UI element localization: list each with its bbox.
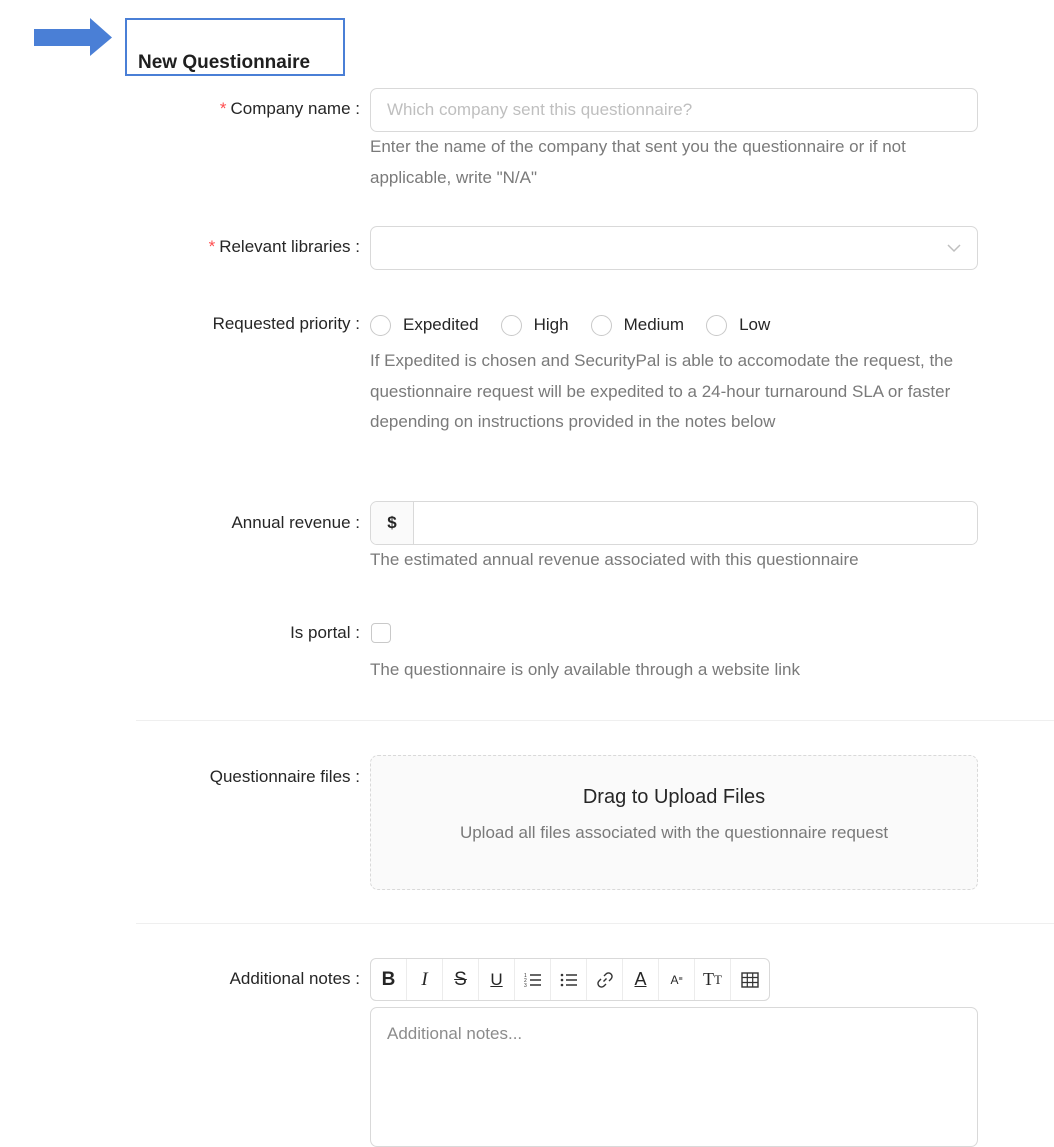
relevant-libraries-label-text: Relevant libraries [219,237,351,256]
questionnaire-files-label-text: Questionnaire files [209,767,351,786]
superscript-icon[interactable]: A ≡ [659,959,695,1000]
text-size-icon[interactable]: T T [695,959,731,1000]
font-color-icon[interactable]: A [623,959,659,1000]
priority-option-medium[interactable] [591,315,684,336]
relevant-libraries-label: * Relevant libraries : [208,237,360,256]
questionnaire-files-label: Questionnaire files : [209,767,360,786]
priority-option-label: Low [739,315,771,334]
company-name-label-text: Company name [230,99,351,118]
table-icon[interactable] [731,959,769,1000]
annual-revenue-field [370,501,978,545]
relevant-libraries-select[interactable] [370,226,978,270]
is-portal-checkbox[interactable] [371,623,391,643]
radio-circle[interactable] [370,315,391,336]
rich-text-toolbar [370,958,770,1001]
priority-radio-group [370,313,792,337]
upload-subtitle: Upload all files associated with the questionnaire request [459,823,889,842]
bullet-list-icon[interactable] [551,959,587,1000]
annual-revenue-help: The estimated annual revenue associated with this questionnaire [370,550,859,569]
additional-notes-label-text: Additional notes [229,969,351,988]
underline-icon[interactable]: U [479,959,515,1000]
required-mark: * [219,99,227,118]
additional-notes-textarea[interactable] [370,1007,978,1147]
priority-option-label: High [533,315,569,334]
priority-option-expedited[interactable] [370,315,479,336]
file-upload-dropzone[interactable] [370,755,978,890]
svg-text:1: 1 [523,972,527,979]
svg-text:2: 2 [523,977,527,984]
annual-revenue-label-text: Annual revenue [231,513,351,532]
bold-icon[interactable]: B [371,959,407,1000]
italic-icon[interactable]: I [407,959,443,1000]
is-portal-help: The questionnaire is only available through a website link [370,660,800,679]
is-portal-label-text: Is portal [290,623,351,642]
annual-revenue-input[interactable] [414,502,977,544]
strikethrough-icon[interactable]: S [443,959,479,1000]
page-title-highlight [125,18,345,76]
svg-text:3: 3 [523,982,527,988]
upload-title: Drag to Upload Files [582,786,766,808]
required-mark: * [208,237,216,256]
annual-revenue-label: Annual revenue : [231,513,360,532]
radio-circle[interactable] [501,315,522,336]
link-icon[interactable] [587,959,623,1000]
currency-prefix: $ [371,502,414,544]
section-divider [136,720,1054,721]
section-divider [136,923,1054,924]
radio-circle[interactable] [706,315,727,336]
priority-option-high[interactable] [501,315,569,336]
is-portal-label: Is portal : [290,623,360,642]
arrow-right-icon [34,18,114,58]
requested-priority-label: Requested priority : [212,314,360,333]
company-name-label: * Company name : [219,99,360,118]
radio-circle[interactable] [591,315,612,336]
requested-priority-label-text: Requested priority [212,314,351,333]
requested-priority-help: If Expedited is chosen and SecurityPal is able to accomodate the request, the questionnaire request will be expedited to a 24-hour turnaround SLA or faster depending on instructions provided in the notes below [370,351,954,431]
page-title: New Questionnaire [138,52,311,73]
ordered-list-icon[interactable] [515,959,551,1000]
additional-notes-label: Additional notes : [229,969,360,988]
priority-option-label: Expedited [403,315,479,334]
company-name-help: Enter the name of the company that sent you the questionnaire or if not applicable, write "N/A" [370,137,906,187]
priority-option-label: Medium [623,315,685,334]
chevron-down-icon[interactable] [946,242,962,254]
priority-option-low[interactable] [706,315,770,336]
company-name-input[interactable] [370,88,978,132]
